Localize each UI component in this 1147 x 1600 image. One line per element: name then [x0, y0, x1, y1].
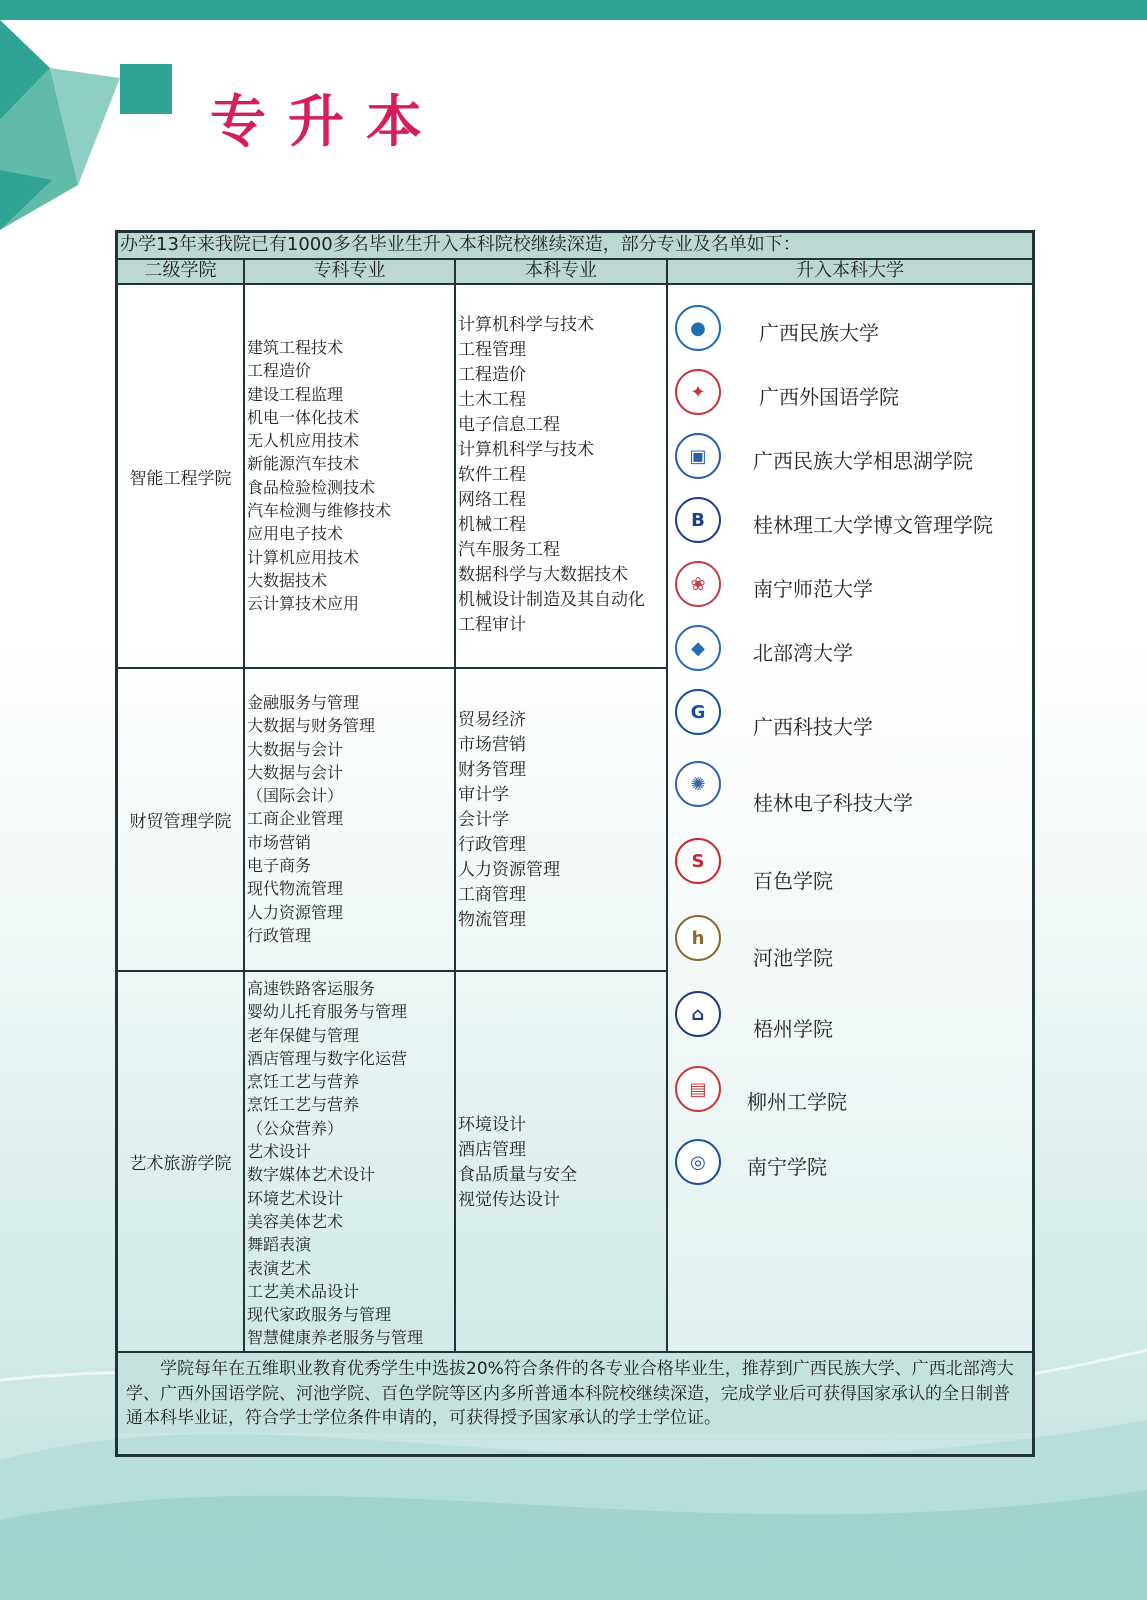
university-item: [671, 433, 1031, 487]
university-item: [671, 497, 1031, 551]
list-item: 汽车检测与维修技术: [247, 501, 392, 521]
list-item: 无人机应用技术: [247, 431, 360, 451]
university-name: 桂林电子科技大学: [753, 791, 913, 815]
list-item: 贸易经济: [458, 710, 526, 730]
list-item: 烹饪工艺与营养: [247, 1072, 360, 1092]
list-item: 审计学: [458, 785, 509, 805]
university-name: 桂林理工大学博文管理学院: [753, 513, 993, 537]
list-item: 高速铁路客运服务: [247, 979, 376, 998]
list-item: 新能源汽车技术: [247, 454, 360, 474]
list-item: 数字媒体艺术设计: [247, 1165, 376, 1185]
university-item: [671, 689, 1031, 743]
list-item: 工程审计: [458, 615, 526, 635]
list-item: 工程管理: [458, 340, 526, 360]
list-item: 网络工程: [458, 490, 526, 510]
list-item: 智慧健康养老服务与管理: [247, 1328, 424, 1348]
college-name: 艺术旅游学院: [129, 1154, 232, 1174]
list-item: 大数据与财务管理: [247, 716, 376, 736]
specialty-list: [247, 691, 452, 947]
list-item: 计算机应用技术: [247, 547, 360, 567]
list-item: 金融服务与管理: [247, 693, 360, 712]
university-name: 南宁师范大学: [753, 577, 873, 601]
university-name: 梧州学院: [753, 1017, 833, 1041]
bachelor-list: [458, 1113, 664, 1213]
list-item: 物流管理: [458, 910, 526, 930]
list-item: 数据科学与大数据技术: [458, 565, 628, 585]
university-logo-icon: B: [675, 497, 721, 543]
list-item: 机械设计制造及其自动化: [458, 590, 645, 610]
list-item: 工商企业管理: [247, 809, 344, 829]
list-item: 财务管理: [458, 760, 526, 780]
list-item: 行政管理: [458, 835, 526, 855]
university-logo-icon: S: [675, 838, 721, 884]
list-item: 酒店管理: [458, 1140, 526, 1160]
bachelor-list: [458, 313, 664, 638]
university-item: [671, 838, 1031, 892]
university-logo-icon: ⌂: [675, 991, 721, 1037]
list-item: 视觉传达设计: [458, 1190, 560, 1210]
list-item: 云计算技术应用: [247, 594, 360, 614]
list-item: 表演艺术: [247, 1258, 312, 1278]
university-item: [671, 625, 1031, 679]
list-item: （公众营养）: [247, 1118, 344, 1138]
list-item: 计算机科学与技术: [458, 440, 594, 460]
list-item: 环境设计: [458, 1115, 526, 1135]
list-item: 现代家政服务与管理: [247, 1305, 392, 1325]
university-item: [671, 369, 1031, 423]
university-item: [671, 305, 1031, 359]
university-logo-icon: ▤: [675, 1066, 721, 1112]
header-college: 二级学院: [118, 259, 243, 283]
list-item: 机械工程: [458, 515, 526, 535]
list-item: 工商管理: [458, 885, 526, 905]
bachelor-list: [458, 708, 664, 933]
college-name: 财贸管理学院: [129, 812, 232, 832]
footer-note: 学院每年在五维职业教育优秀学生中选拔20%符合条件的各专业合格毕业生，推荐到广西民族大学、广西北部湾大学、广西外国语学院、河池学院、百色学院等区内多所普通本科院校继续深造，完成学业后可获得国家承认的全日制普通本科毕业证，符合学士学位条件申请的，可获得授予国家承认的学士学位证。: [118, 1353, 1032, 1433]
decorative-triangles: [0, 20, 200, 240]
list-item: 食品质量与安全: [458, 1165, 577, 1185]
list-item: 大数据与会计: [247, 739, 344, 759]
specialty-list: [247, 977, 452, 1350]
list-item: 食品检验检测技术: [247, 477, 376, 497]
list-item: 软件工程: [458, 465, 526, 485]
list-item: 电子信息工程: [458, 415, 560, 435]
list-item: 会计学: [458, 810, 509, 830]
university-name: 河池学院: [753, 946, 833, 970]
list-item: （国际会计）: [247, 786, 344, 806]
university-logo-icon: ◎: [675, 1139, 721, 1185]
university-logo-icon: ◆: [675, 625, 721, 671]
university-name: 北部湾大学: [753, 641, 853, 665]
header-specialty: 专科专业: [245, 259, 454, 283]
university-name: 柳州工学院: [747, 1090, 847, 1114]
university-name: 广西外国语学院: [759, 385, 899, 409]
list-item: 人力资源管理: [247, 902, 344, 922]
transfer-table: [115, 230, 1035, 1457]
header-university: 升入本科大学: [668, 259, 1032, 283]
list-item: 艺术设计: [247, 1142, 312, 1162]
list-item: 汽车服务工程: [458, 540, 560, 560]
university-logo-icon: ●: [675, 305, 721, 351]
university-logo-icon: G: [675, 689, 721, 735]
university-name: 广西科技大学: [753, 715, 873, 739]
list-item: 行政管理: [247, 925, 312, 945]
university-name: 百色学院: [753, 869, 833, 893]
university-name: 南宁学院: [747, 1155, 827, 1179]
page-title: 专升本: [210, 89, 444, 155]
list-item: 大数据技术: [247, 570, 328, 590]
list-item: 工程造价: [458, 365, 526, 385]
list-item: 现代物流管理: [247, 879, 344, 899]
university-item: [671, 561, 1031, 615]
list-item: 工艺美术品设计: [247, 1281, 360, 1301]
university-item: [671, 991, 1031, 1045]
list-item: 人力资源管理: [458, 860, 560, 880]
university-name: 广西民族大学: [759, 321, 879, 345]
list-item: 机电一体化技术: [247, 407, 360, 427]
specialty-list: [247, 336, 452, 616]
list-item: 烹饪工艺与营养: [247, 1095, 360, 1115]
university-logo-icon: ▣: [675, 433, 721, 479]
list-item: 婴幼儿托育服务与管理: [247, 1002, 408, 1022]
university-logo-icon: h: [675, 915, 721, 961]
university-item: [671, 915, 1031, 969]
college-name: 智能工程学院: [129, 468, 232, 489]
list-item: 环境艺术设计: [247, 1188, 344, 1208]
university-item: [671, 1139, 1031, 1193]
university-item: [671, 1066, 1031, 1120]
list-item: 美容美体艺术: [247, 1211, 344, 1231]
table-caption: 办学13年来我院已有1000多名毕业生升入本科院校继续深造，部分专业及名单如下：: [118, 233, 1032, 259]
list-item: 电子商务: [247, 856, 312, 876]
university-name: 广西民族大学相思湖学院: [753, 449, 973, 473]
list-item: 计算机科学与技术: [458, 315, 594, 335]
university-item: [671, 761, 1031, 815]
list-item: 市场营销: [247, 832, 312, 852]
university-logo-icon: ✺: [675, 761, 721, 807]
list-item: 大数据与会计: [247, 762, 344, 782]
list-item: 酒店管理与数字化运营: [247, 1048, 408, 1068]
list-item: 土木工程: [458, 390, 526, 410]
top-bar: [0, 0, 1147, 20]
list-item: 舞蹈表演: [247, 1235, 312, 1255]
list-item: 工程造价: [247, 361, 312, 381]
list-item: 市场营销: [458, 735, 526, 755]
list-item: 应用电子技术: [247, 524, 344, 544]
university-logo-icon: ❀: [675, 561, 721, 607]
list-item: 建筑工程技术: [247, 338, 344, 357]
list-item: 老年保健与管理: [247, 1025, 360, 1045]
list-item: 建设工程监理: [247, 384, 344, 404]
university-logo-icon: ✦: [675, 369, 721, 415]
header-bachelor: 本科专业: [456, 259, 666, 283]
